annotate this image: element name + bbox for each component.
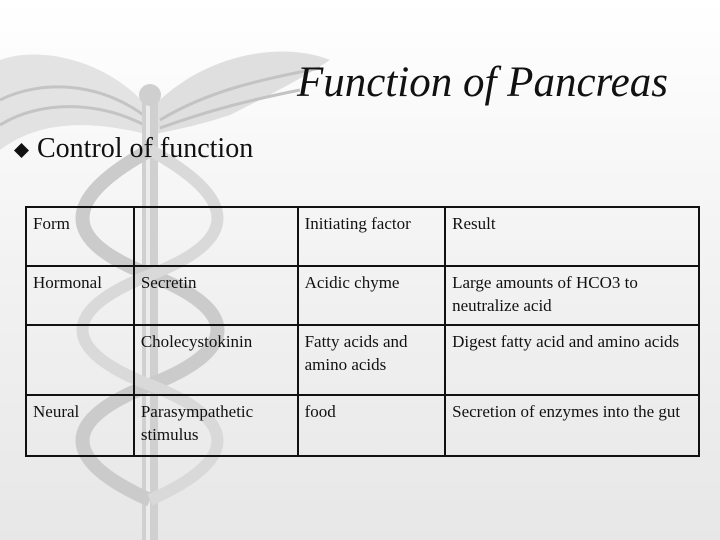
table-cell: Acidic chyme (298, 266, 446, 325)
table-row (26, 207, 699, 266)
table-cell: Neural (26, 395, 134, 456)
bullet-item (14, 133, 253, 165)
table-cell (26, 325, 134, 395)
table-row (26, 395, 699, 456)
bullet-text: Control of function (37, 133, 254, 164)
table-cell: Form (26, 207, 134, 266)
table-cell: Cholecystokinin (134, 325, 298, 395)
table-cell (134, 207, 298, 266)
table-cell: food (298, 395, 446, 456)
slide-title: Function of Pancreas (296, 59, 668, 106)
diamond-bullet-icon (14, 143, 29, 158)
table-row (26, 325, 699, 395)
table-cell: Digest fatty acid and amino acids (445, 325, 699, 395)
table-cell: Initiating factor (298, 207, 446, 266)
table-cell: Secretin (134, 266, 298, 325)
table-cell: Secretion of enzymes into the gut (445, 395, 699, 456)
table-row (26, 266, 699, 325)
table-cell: Large amounts of HCO3 to neutralize acid (445, 266, 699, 325)
table-cell: Result (445, 207, 699, 266)
table-cell: Fatty acids and amino acids (298, 325, 446, 395)
table-cell: Parasympathetic stimulus (134, 395, 298, 456)
function-table (25, 206, 700, 457)
table-cell: Hormonal (26, 266, 134, 325)
